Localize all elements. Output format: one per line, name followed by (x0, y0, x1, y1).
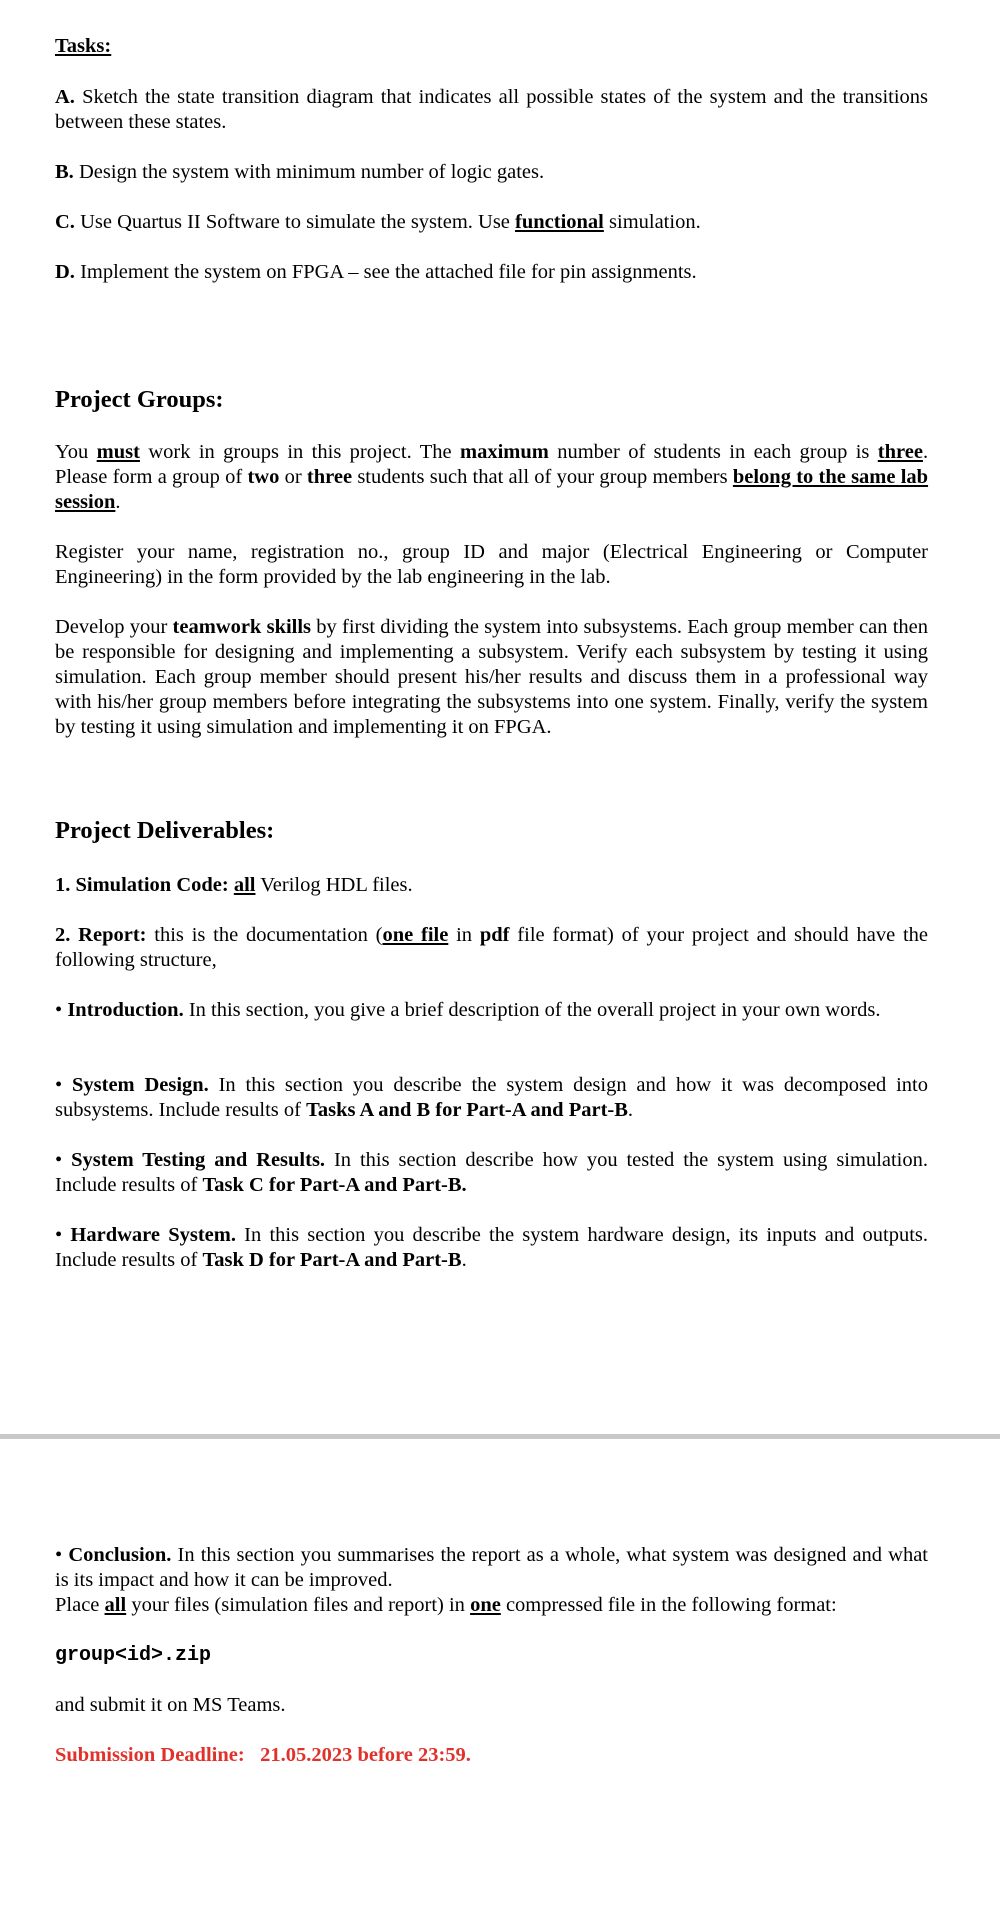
task-c: C. Use Quartus II Software to simulate the system. Use functional simulation. (55, 211, 701, 233)
groups-paragraph-2: Register your name, registration no., group ID and major (Electrical Engineering or Computer Engineering) in the form provided by the lab engineering in the lab. (55, 541, 928, 588)
submit-instructions: and submit it on MS Teams. (55, 1694, 286, 1716)
bullet-conclusion: • Conclusion. In this section you summarises the report as a whole, what system was designed and what is its impact and how it can be improved. (55, 1544, 929, 1591)
groups-paragraph-1: You must work in groups in this project. The maximum number of students in each group is three. Please form a group of two or three students such that all of your group members belong to the same lab session. (55, 441, 929, 513)
deliverable-simulation-code: 1. Simulation Code: all Verilog HDL files. (55, 874, 413, 896)
task-a: A. Sketch the state transition diagram that indicates all possible states of the system and the transitions between these states. (55, 86, 929, 133)
groups-paragraph-3: Develop your teamwork skills by first dividing the system into subsystems. Each group member can then be responsible for designing and implementing a subsystem. Verify each subsystem by testing it using simulation. Each group member should present his/her results and discuss them in a professional way with his/her group members before integrating the subsystems into one system. Finally, verify the system by testing it using simulation and implementing it on FPGA. (55, 616, 928, 738)
bullet-hardware-system: • Hardware System. In this section you describe the system hardware design, its inputs and outputs. Include results of Task D for Part-A and Part-B. (55, 1224, 929, 1271)
bullet-system-testing: • System Testing and Results. In this section describe how you tested the system using simulation. Include results of Task C for Part-A and Part-B. (55, 1149, 929, 1196)
task-b: B. Design the system with minimum number of logic gates. (55, 161, 545, 183)
project-deliverables-heading: Project Deliverables: (55, 817, 275, 844)
document-page-2 (0, 1439, 1000, 1920)
bullet-system-design: • System Design. In this section you describe the system design and how it was decomposed into subsystems. Include results of Tasks A and B for Part-A and Part-B. (55, 1074, 929, 1121)
project-groups-heading: Project Groups: (55, 386, 224, 413)
deliverable-report: 2. Report: this is the documentation (one file in pdf file format) of your project and should have the following structure, (55, 924, 929, 971)
tasks-heading: Tasks: (55, 35, 112, 57)
submission-deadline: Submission Deadline: 21.05.2023 before 23:59. (55, 1744, 471, 1766)
zip-filename-format: group<id>.zip (55, 1644, 212, 1667)
task-d: D. Implement the system on FPGA – see the attached file for pin assignments. (55, 261, 697, 283)
placement-instructions: Place all your files (simulation files and report) in one compressed file in the following format: (55, 1594, 837, 1616)
bullet-introduction: • Introduction. In this section, you give a brief description of the overall project in your own words. (55, 999, 881, 1021)
